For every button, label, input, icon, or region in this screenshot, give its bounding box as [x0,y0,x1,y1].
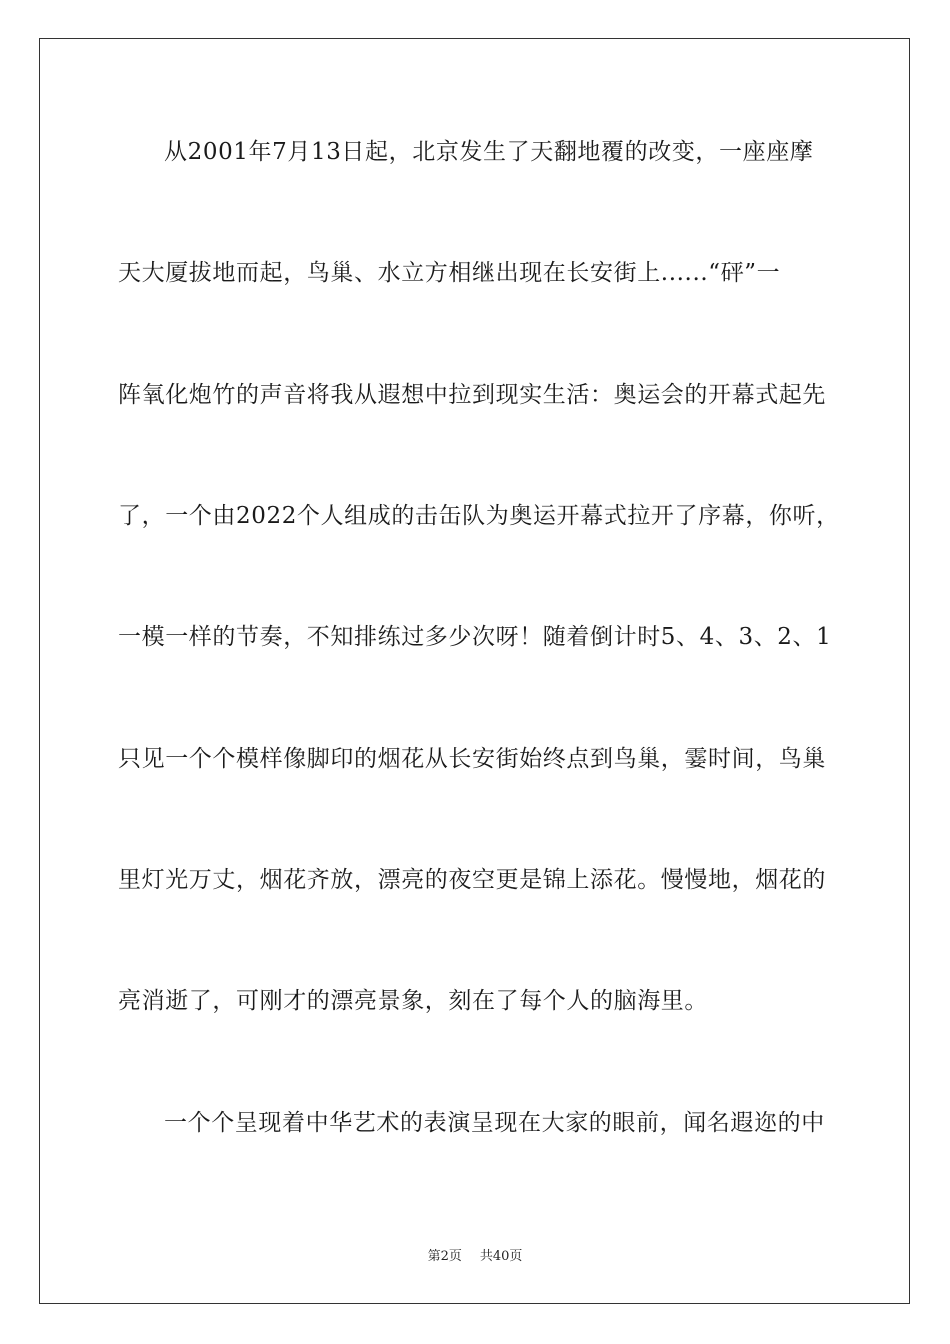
page-number: 第2页 [427,1249,462,1264]
page-footer [0,1249,950,1265]
paragraph-1-line-8: 亮消逝了，可刚才的漂亮景象，刻在了每个人的脑海里。 [118,988,708,1014]
paragraph-1-line-1: 从2001年7月13日起，北京发生了天翻地覆的改变，一座座摩 [164,139,814,165]
page-total: 共40页 [479,1249,523,1264]
paragraph-1-line-6: 只见一个个模样像脚印的烟花从长安街始终点到鸟巢，霎时间，鸟巢 [118,746,826,772]
paragraph-2-line-1: 一个个呈现着中华艺术的表演呈现在大家的眼前，闻名遐迩的中 [164,1110,825,1136]
paragraph-1-line-5: 一模一样的节奏，不知排练过多少次呀！随着倒计时5、4、3、2、1 [118,624,832,650]
paragraph-1-line-7: 里灯光万丈，烟花齐放，漂亮的夜空更是锦上添花。慢慢地，烟花的 [118,867,826,893]
paragraph-1-line-3: 阵氧化炮竹的声音将我从遐想中拉到现实生活：奥运会的开幕式起先 [118,382,826,408]
paragraph-1-line-4: 了，一个由2022个人组成的击缶队为奥运开幕式拉开了序幕，你听， [118,503,840,529]
paragraph-1-line-2: 天大厦拔地而起，鸟巢、水立方相继出现在长安街上......“砰”一 [118,260,781,286]
